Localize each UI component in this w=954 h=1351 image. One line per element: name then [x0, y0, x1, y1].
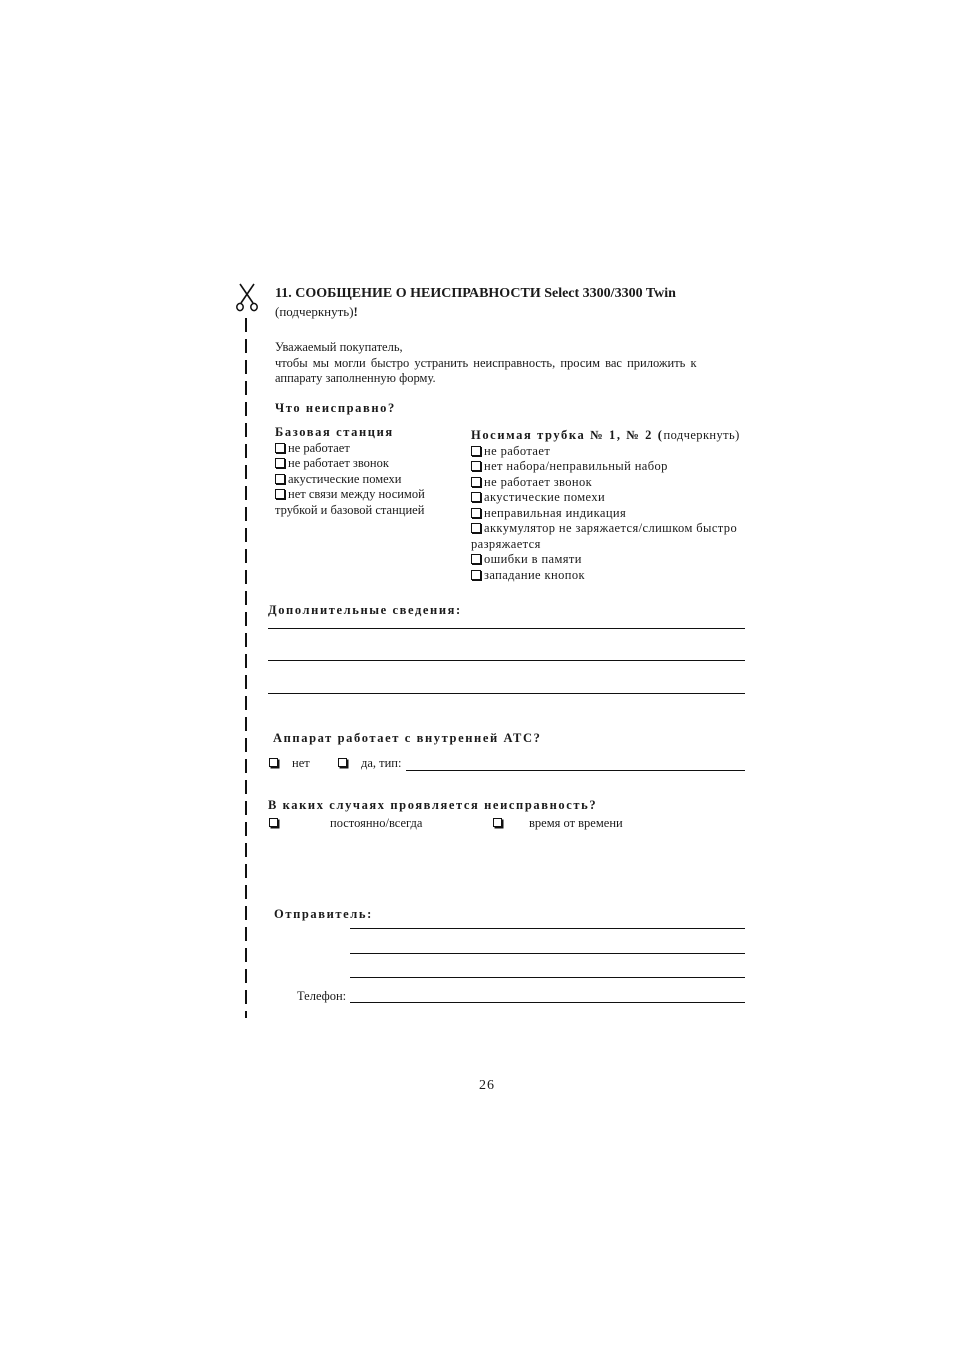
checkbox-icon[interactable] [471, 477, 481, 487]
list-item-continuation: трубкой и базовой станцией [275, 502, 425, 517]
pbx-no-label: нет [292, 756, 310, 770]
form-subtitle: (подчеркнуть)! [275, 304, 358, 319]
base-station-section [275, 425, 425, 518]
checkbox-icon[interactable] [275, 458, 285, 468]
list-item[interactable]: ошибки в памяти [471, 552, 740, 568]
checkbox-icon[interactable] [471, 492, 481, 502]
list-item[interactable]: не работает [471, 444, 740, 460]
list-item[interactable]: акустические помехи [275, 472, 425, 488]
pbx-yes-label: да, тип: [361, 756, 402, 770]
list-item[interactable]: нет связи между носимой [275, 487, 425, 503]
checkbox-icon[interactable] [471, 523, 481, 533]
additional-info-line[interactable] [268, 628, 745, 629]
sender-line[interactable] [350, 977, 745, 978]
pbx-question: Аппарат работает с внутренней АТС? [273, 731, 542, 745]
checkbox-icon[interactable] [471, 570, 481, 580]
list-item[interactable]: неправильная индикация [471, 506, 740, 522]
sometimes-label: время от времени [529, 816, 623, 830]
sender-line[interactable] [350, 953, 745, 954]
page-number: 26 [479, 1078, 495, 1093]
handset-heading: Носимая трубка № 1, № 2 (подчеркнуть) [471, 428, 740, 442]
list-item[interactable]: аккумулятор не заряжается/слишком быстро [471, 521, 740, 537]
checkbox-icon[interactable] [471, 508, 481, 518]
list-item[interactable]: западание кнопок [471, 568, 740, 584]
checkbox-icon[interactable] [471, 446, 481, 456]
additional-info-line[interactable] [268, 660, 745, 661]
checkbox-icon[interactable] [275, 474, 285, 484]
handset-section [471, 428, 740, 583]
checkbox-always[interactable] [269, 818, 278, 827]
additional-info-line[interactable] [268, 693, 745, 694]
when-question: В каких случаях проявляется неисправность? [268, 798, 598, 812]
list-item[interactable]: нет набора/неправильный набор [471, 459, 740, 475]
checkbox-yes[interactable] [338, 758, 347, 767]
list-item[interactable]: не работает [275, 441, 425, 457]
phone-label: Телефон: [297, 989, 347, 1003]
scissors-icon [234, 282, 260, 312]
list-item[interactable]: акустические помехи [471, 490, 740, 506]
intro-text: Уважаемый покупатель, чтобы мы могли быстро устранить неисправность, просим вас приложить к аппарату заполненную форму. [275, 340, 697, 385]
cut-line [245, 318, 247, 1018]
sender-line[interactable] [350, 928, 745, 929]
checkbox-icon[interactable] [275, 489, 285, 499]
what-faulty-heading: Что неисправно? [275, 401, 396, 415]
sender-heading: Отправитель: [274, 907, 373, 921]
pbx-type-field[interactable] [406, 770, 745, 771]
list-item[interactable]: не работает звонок [471, 475, 740, 491]
base-station-heading: Базовая станция [275, 425, 394, 439]
form-title: 11. СООБЩЕНИЕ О НЕИСПРАВНОСТИ Select 3300/3300 Twin [275, 286, 676, 301]
additional-info-heading: Дополнительные сведения: [268, 603, 462, 617]
checkbox-icon[interactable] [471, 461, 481, 471]
checkbox-no[interactable] [269, 758, 278, 767]
checkbox-icon[interactable] [275, 443, 285, 453]
phone-field[interactable] [350, 1002, 745, 1003]
checkbox-sometimes[interactable] [493, 818, 502, 827]
list-item-continuation: разряжается [471, 536, 541, 551]
always-label: постоянно/всегда [330, 816, 423, 830]
list-item[interactable]: не работает звонок [275, 456, 425, 472]
checkbox-icon[interactable] [471, 554, 481, 564]
